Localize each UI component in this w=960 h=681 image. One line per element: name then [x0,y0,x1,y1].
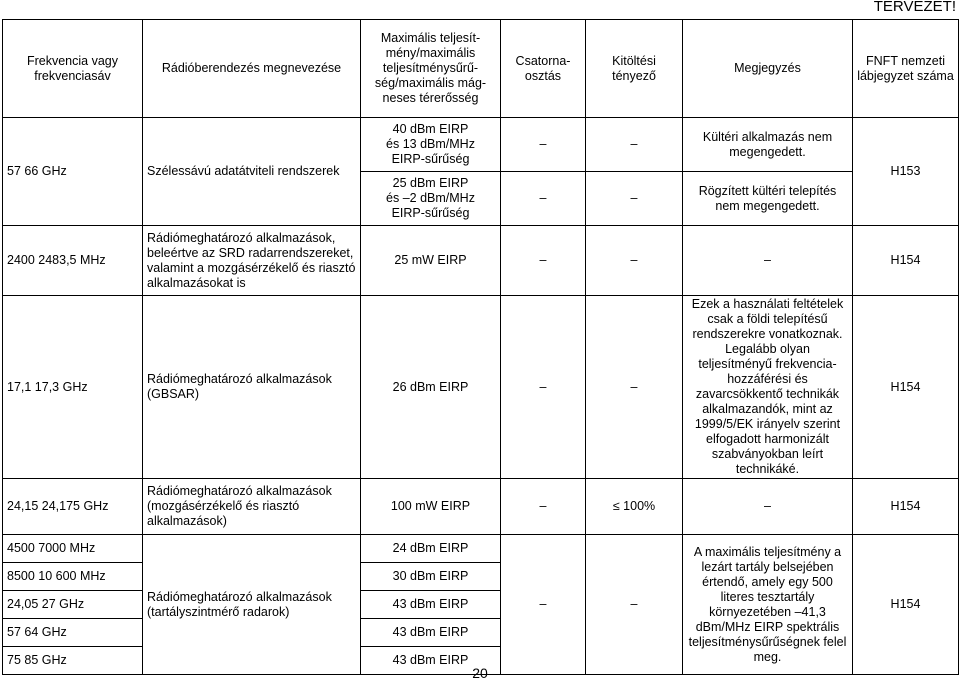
fnft-cell: H154 [853,479,959,535]
table-row [3,479,959,535]
channel-cell: – [501,535,586,675]
channel-cell: – [501,118,586,172]
table-row [3,296,959,479]
power-cell: 43 dBm EIRP [361,647,501,675]
freq-cell: 4500 7000 MHz [3,535,143,563]
duty-cell: – [586,172,683,226]
power-cell [361,118,501,172]
power-cell [361,172,501,226]
page-number: 20 [472,665,488,681]
freq-cell: 75 85 GHz [3,647,143,675]
draft-stamp: TERVEZET! [873,0,956,15]
fnft-cell: H154 [853,226,959,296]
channel-cell: – [501,296,586,479]
name-cell: Rádiómeghatározó alkalmazások (GBSAR) [143,296,361,479]
note-cell: Ezek a használati feltételek csak a földi telepítésű rendszerekre vonatkoznak. Legalább olyan teljesítményű frekvencia-hozzáférési és zavarcsökkentő technikák alkalmazandók, mint az 1999/5/EK irányelv szerint elfogadott harmonizált szabványokban leírt technikáké. [683,296,853,479]
note-cell: A maximális teljesítmény a lezárt tartály belsejében értendő, amely egy 500 literes tesztartály környezetében –41,3 dBm/MHz EIRP spektrális teljesítménysűrűségnek felel meg. [683,535,853,675]
freq-cell: 57 64 GHz [3,619,143,647]
power-line: EIRP-sűrűség [391,206,470,220]
power-cell: 25 mW EIRP [361,226,501,296]
freq-cell: 2400 2483,5 MHz [3,226,143,296]
header-fnft: FNFT nemzeti lábjegyzet száma [853,20,959,118]
channel-cell: – [501,172,586,226]
power-line: és 13 dBm/MHz [386,137,475,151]
power-cell: 26 dBm EIRP [361,296,501,479]
name-cell: Szélessávú adatátviteli rendszerek [143,118,361,226]
table-row [3,535,959,563]
power-cell: 43 dBm EIRP [361,619,501,647]
power-cell: 30 dBm EIRP [361,563,501,591]
power-line: és –2 dBm/MHz [386,191,475,205]
freq-cell: 17,1 17,3 GHz [3,296,143,479]
header-name: Rádióberendezés megnevezése [143,20,361,118]
duty-cell: – [586,296,683,479]
name-cell: Rádiómeghatározó alkalmazások, beleértve az SRD radarrendszereket, valamint a mozgásérzékelő és riasztó alkalmazásokat is [143,226,361,296]
power-line: 40 dBm EIRP [392,122,469,136]
freq-cell: 8500 10 600 MHz [3,563,143,591]
power-line: 25 dBm EIRP [392,176,469,190]
header-power: Maximális teljesít-mény/maximális teljesítménysűrű-ség/maximális mág-neses térerősség [361,20,501,118]
table-row [3,226,959,296]
fnft-cell: H154 [853,535,959,675]
freq-cell: 24,15 24,175 GHz [3,479,143,535]
power-cell: 43 dBm EIRP [361,591,501,619]
channel-cell: – [501,226,586,296]
note-cell: – [683,479,853,535]
power-cell: 24 dBm EIRP [361,535,501,563]
duty-cell: – [586,226,683,296]
header-row [3,20,959,118]
note-cell: – [683,226,853,296]
fnft-cell: H154 [853,296,959,479]
fnft-cell: H153 [853,118,959,226]
table-row [3,118,959,172]
power-line: EIRP-sűrűség [391,152,470,166]
header-channel: Csatorna-osztás [501,20,586,118]
freq-cell: 24,05 27 GHz [3,591,143,619]
freq-cell: 57 66 GHz [3,118,143,226]
channel-cell: – [501,479,586,535]
duty-cell: – [586,118,683,172]
name-cell: Rádiómeghatározó alkalmazások (tartályszintmérő radarok) [143,535,361,675]
note-cell: Rögzített kültéri telepítés nem megengedett. [683,172,853,226]
frequency-table [2,19,959,675]
header-duty: Kitöltési tényező [586,20,683,118]
duty-cell: ≤ 100% [586,479,683,535]
header-freq: Frekvencia vagy frekvenciasáv [3,20,143,118]
note-cell: Kültéri alkalmazás nem megengedett. [683,118,853,172]
name-cell: Rádiómeghatározó alkalmazások (mozgásérzékelő és riasztó alkalmazások) [143,479,361,535]
duty-cell: – [586,535,683,675]
power-cell: 100 mW EIRP [361,479,501,535]
header-notes: Megjegyzés [683,20,853,118]
